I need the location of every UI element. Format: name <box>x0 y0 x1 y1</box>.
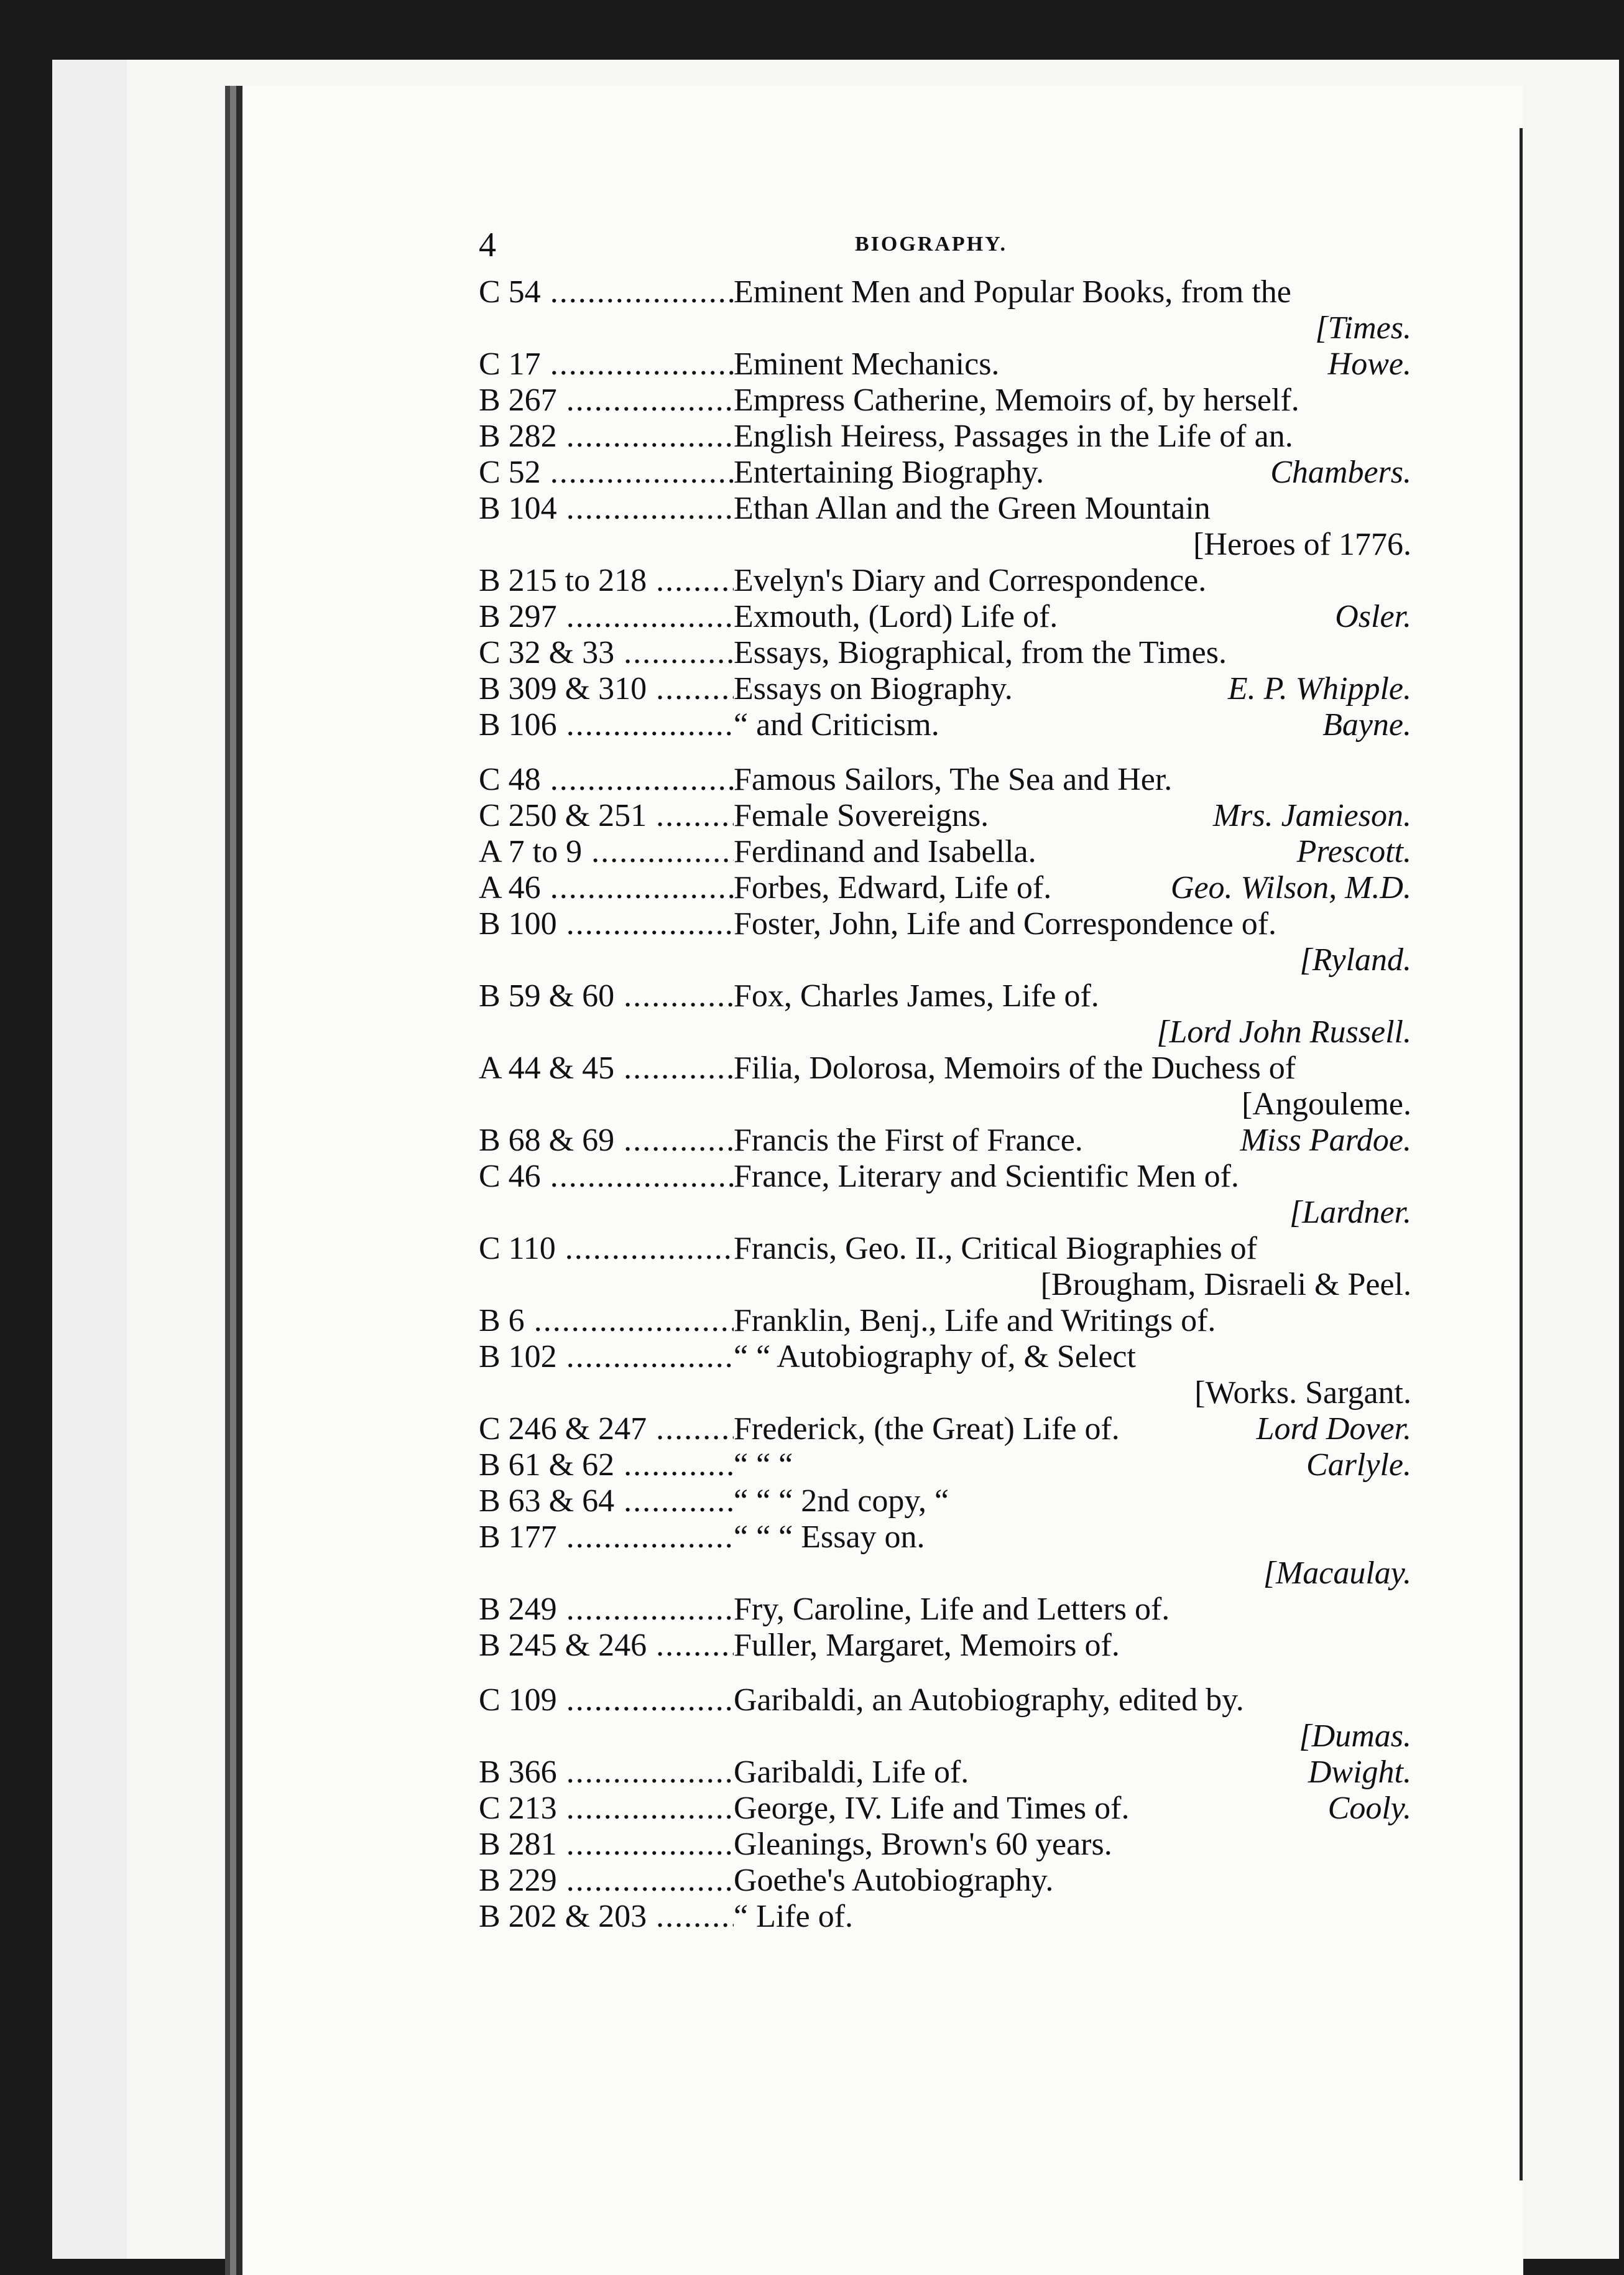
call-number: B 215 to 218 ..... <box>479 562 734 599</box>
call-number: C 46 ..... <box>479 1158 734 1195</box>
catalog-entry <box>479 346 1411 382</box>
call-number: B 309 & 310 ..... <box>479 670 734 707</box>
entry-title: Essays on Biography. <box>734 671 1013 707</box>
entry-continuation <box>479 526 1411 562</box>
entry-title: Goethe's Autobiography. <box>734 1863 1054 1898</box>
entry-continuation <box>479 1194 1411 1230</box>
catalog-entry <box>479 869 1411 906</box>
facing-page-edge <box>52 60 127 2259</box>
catalog-entry <box>479 1411 1411 1447</box>
catalog-entry <box>479 490 1411 526</box>
entry-title: English Heiress, Passages in the Life of an. <box>734 419 1293 454</box>
catalog-entry <box>479 562 1411 598</box>
call-number: B 100 ..... <box>479 906 734 942</box>
entry-title: Evelyn's Diary and Correspondence. <box>734 563 1207 598</box>
call-number: B 249 ..... <box>479 1591 734 1628</box>
entry-continuation <box>479 1718 1411 1754</box>
call-number: B 68 & 69 ..... <box>479 1122 734 1159</box>
call-number: A 46 ..... <box>479 869 734 906</box>
continuation-text: [Works. Sargant. <box>1194 1375 1411 1411</box>
call-number: B 63 & 64 ..... <box>479 1483 734 1519</box>
entry-title: “ and Criticism. <box>734 707 939 743</box>
entry-title: France, Literary and Scientific Men of. <box>734 1159 1239 1194</box>
catalog-entry <box>479 1898 1411 1934</box>
catalog-entry <box>479 833 1411 869</box>
entry-title: Francis, Geo. II., Critical Biographies of <box>734 1231 1257 1266</box>
entry-author: Bayne. <box>1322 707 1411 743</box>
entry-title: Fox, Charles James, Life of. <box>734 978 1099 1014</box>
entry-author: Cooly. <box>1327 1791 1411 1826</box>
catalog-entry <box>479 670 1411 707</box>
entry-continuation <box>479 1374 1411 1411</box>
entry-author: Osler. <box>1335 599 1411 634</box>
entry-title: Eminent Men and Popular Books, from the <box>734 274 1291 310</box>
catalog-entry <box>479 1519 1411 1555</box>
call-number: B 106 ..... <box>479 707 734 743</box>
entry-author: Dwight. <box>1308 1754 1411 1790</box>
section-gap <box>479 743 1411 761</box>
entry-title: “ “ Autobiography of, & Select <box>734 1339 1136 1374</box>
entry-title: Forbes, Edward, Life of. <box>734 870 1052 906</box>
entry-title: Essays, Biographical, from the Times. <box>734 635 1227 670</box>
entry-title: George, IV. Life and Times of. <box>734 1791 1130 1826</box>
entry-continuation <box>479 310 1411 346</box>
call-number: B 104 ..... <box>479 490 734 527</box>
catalog-entry <box>479 634 1411 670</box>
call-number: B 102 ..... <box>479 1338 734 1375</box>
call-number: A 7 to 9 ..... <box>479 833 734 870</box>
call-number: B 61 & 62 ..... <box>479 1447 734 1483</box>
call-number: C 32 & 33 ..... <box>479 634 734 671</box>
continuation-text: [Lardner. <box>1289 1195 1411 1230</box>
call-number: B 59 & 60 ..... <box>479 978 734 1014</box>
catalog-entry <box>479 761 1411 797</box>
entry-continuation <box>479 1555 1411 1591</box>
entry-author: Prescott. <box>1296 834 1411 869</box>
entry-continuation <box>479 1266 1411 1302</box>
entry-author: Miss Pardoe. <box>1240 1123 1411 1158</box>
entry-title: Exmouth, (Lord) Life of. <box>734 599 1058 634</box>
page-header <box>479 225 1424 269</box>
entry-title: Foster, John, Life and Correspondence of. <box>734 906 1277 942</box>
catalog-entry <box>479 418 1411 454</box>
entry-author: Chambers. <box>1270 455 1411 490</box>
call-number: B 245 & 246 ..... <box>479 1627 734 1664</box>
continuation-text: [Brougham, Disraeli & Peel. <box>1040 1267 1411 1302</box>
call-number: B 366 ..... <box>479 1754 734 1791</box>
catalog-entry <box>479 1826 1411 1862</box>
call-number: C 54 ..... <box>479 274 734 310</box>
catalog-entry <box>479 1862 1411 1898</box>
entry-author: Geo. Wilson, M.D. <box>1170 870 1411 906</box>
catalog-entry <box>479 978 1411 1014</box>
catalog-entry <box>479 797 1411 833</box>
continuation-text: [Macaulay. <box>1263 1555 1411 1591</box>
call-number: C 52 ..... <box>479 454 734 491</box>
page-gutter-line <box>1520 128 1523 2180</box>
catalog-entry <box>479 274 1411 310</box>
catalog-entry <box>479 1338 1411 1374</box>
call-number: C 109 ..... <box>479 1682 734 1718</box>
continuation-text: [Lord John Russell. <box>1156 1014 1411 1050</box>
catalog-entry <box>479 1483 1411 1519</box>
call-number: A 44 & 45 ..... <box>479 1050 734 1087</box>
catalog-entry <box>479 1591 1411 1627</box>
continuation-text: [Dumas. <box>1299 1718 1411 1754</box>
call-number: B 202 & 203 ..... <box>479 1898 734 1935</box>
call-number: B 6 ..... <box>479 1302 734 1339</box>
call-number: C 250 & 251 ..... <box>479 797 734 834</box>
entry-title: Filia, Dolorosa, Memoirs of the Duchess of <box>734 1050 1296 1086</box>
call-number: B 229 ..... <box>479 1862 734 1899</box>
entry-title: Frederick, (the Great) Life of. <box>734 1411 1120 1447</box>
catalog-entry <box>479 1230 1411 1266</box>
call-number: B 177 ..... <box>479 1519 734 1555</box>
entry-title: Entertaining Biography. <box>734 455 1045 490</box>
catalog-entry <box>479 1682 1411 1718</box>
entry-continuation <box>479 1086 1411 1122</box>
section-gap <box>479 1663 1411 1682</box>
catalog-entry <box>479 1122 1411 1158</box>
catalog-entry <box>479 1790 1411 1826</box>
catalog-entry <box>479 1302 1411 1338</box>
entry-title: Famous Sailors, The Sea and Her. <box>734 762 1173 797</box>
entry-title: Francis the First of France. <box>734 1123 1083 1158</box>
page-number: 4 <box>479 226 496 264</box>
call-number: C 110 ..... <box>479 1230 734 1267</box>
continuation-text: [Times. <box>1315 310 1411 346</box>
call-number: C 48 ..... <box>479 761 734 798</box>
entry-title: Empress Catherine, Memoirs of, by herself. <box>734 382 1299 418</box>
entry-title: Eminent Mechanics. <box>734 346 1000 382</box>
catalog-entry <box>479 1050 1411 1086</box>
call-number: C 17 ..... <box>479 346 734 382</box>
call-number: B 297 ..... <box>479 598 734 635</box>
continuation-text: [Angouleme. <box>1242 1087 1411 1122</box>
entry-title: Female Sovereigns. <box>734 798 989 833</box>
entry-continuation <box>479 942 1411 978</box>
entry-title: Ferdinand and Isabella. <box>734 834 1036 869</box>
catalog-entry <box>479 906 1411 942</box>
continuation-text: [Heroes of 1776. <box>1193 527 1411 562</box>
entry-title: Ethan Allan and the Green Mountain <box>734 491 1211 526</box>
entry-title: Fuller, Margaret, Memoirs of. <box>734 1628 1120 1663</box>
entry-title: “ Life of. <box>734 1899 854 1934</box>
catalog-entry <box>479 1447 1411 1483</box>
entry-title: Fry, Caroline, Life and Letters of. <box>734 1592 1170 1627</box>
entry-title: Gleanings, Brown's 60 years. <box>734 1827 1112 1862</box>
running-head: BIOGRAPHY. <box>855 233 1008 256</box>
entry-title: Franklin, Benj., Life and Writings of. <box>734 1303 1216 1338</box>
entry-author: Mrs. Jamieson. <box>1212 798 1411 833</box>
call-number: C 213 ..... <box>479 1790 734 1827</box>
call-number: B 267 ..... <box>479 382 734 419</box>
catalog-entry <box>479 454 1411 490</box>
entry-title: “ “ “ Essay on. <box>734 1519 925 1555</box>
entry-author: E. P. Whipple. <box>1227 671 1411 707</box>
entry-author: Lord Dover. <box>1256 1411 1411 1447</box>
entry-title: Garibaldi, Life of. <box>734 1754 969 1790</box>
catalog-entry <box>479 1627 1411 1663</box>
call-number: B 282 ..... <box>479 418 734 455</box>
continuation-text: [Ryland. <box>1299 942 1411 978</box>
catalog-entries <box>479 274 1411 1934</box>
call-number: C 246 & 247 ..... <box>479 1411 734 1447</box>
entry-title: “ “ “ 2nd copy, “ <box>734 1483 949 1519</box>
catalog-entry <box>479 707 1411 743</box>
entry-continuation <box>479 1014 1411 1050</box>
catalog-entry <box>479 1158 1411 1194</box>
call-number: B 281 ..... <box>479 1826 734 1863</box>
entry-author: Carlyle. <box>1306 1447 1411 1483</box>
catalog-entry <box>479 1754 1411 1790</box>
catalog-entry <box>479 598 1411 634</box>
entry-title: Garibaldi, an Autobiography, edited by. <box>734 1682 1244 1718</box>
catalog-entry <box>479 382 1411 418</box>
entry-title: “ “ “ <box>734 1447 793 1483</box>
entry-author: Howe. <box>1327 346 1411 382</box>
